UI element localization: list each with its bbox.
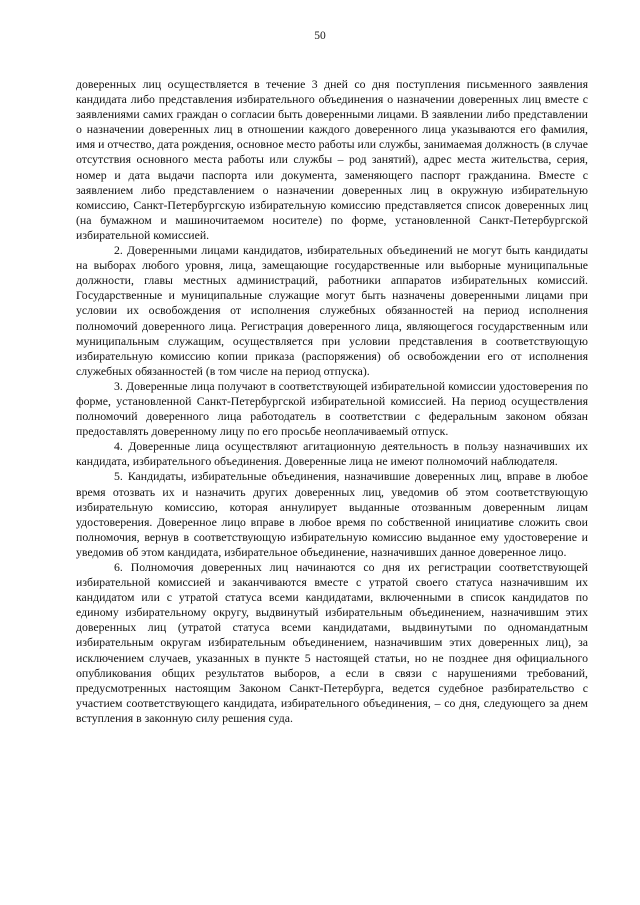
paragraph-item-2: 2. Доверенными лицами кандидатов, избирательных объединений не могут быть кандидаты на выборах любого уровня, лица, замещающие государственные или выборные муниципальные должности, главы местных администраций, работники аппаратов избирательных комиссий. Государственные и муниципальные служащие могут быть назначены доверенными лицами при условии их освобождения от исполнения служебных обязанностей на период исполнения полномочий доверенного лица. Регистрация доверенного лица, являющегося государственным или муниципальным служащим, осуществляется при условии представления в соответствующую избирательную комиссию копии приказа (распоряжения) об освобождении его от исполнения служебных обязанностей (в том числе на период отпуска). [76, 243, 588, 378]
paragraph-item-3: 3. Доверенные лица получают в соответствующей избирательной комиссии удостоверения по форме, установленной Санкт-Петербургской избирательной комиссией. На период осуществления полномочий доверенного лица работодатель в соответствии с федеральным законом обязан предоставлять доверенному лицу по его просьбе неоплачиваемый отпуск. [76, 378, 588, 439]
paragraph-item-4: 4. Доверенные лица осуществляют агитационную деятельность в пользу назначивших их кандидата, избирательного объединения. Доверенные лица не имеют полномочий наблюдателя. [76, 439, 588, 469]
paragraph-continuation: доверенных лиц осуществляется в течение 3 дней со дня поступления письменного заявления кандидата либо представления избирательного объединения о назначении доверенных лиц вместе с заявлениями самих граждан о согласии быть доверенными лицами. В заявлении либо представлении о назначении доверенных лиц в отношении каждого доверенного лица указываются его фамилия, имя и отчество, дата рождения, основное место работы или службы, занимаемая должность (в случае отсутствия основного места работы или службы – род занятий), адрес места жительства, серия, номер и дата выдачи паспорта или документа, заменяющего паспорт гражданина. Вместе с заявлением либо представлением о назначении доверенных лиц в окружную избирательную комиссию, Санкт-Петербургскую избирательную комиссию представляется список доверенных лиц (на бумажном и машиночитаемом носителе) по форме, установленной Санкт-Петербургской избирательной комиссией. [76, 77, 588, 242]
page-number: 50 [314, 30, 326, 42]
paragraph-item-5: 5. Кандидаты, избирательные объединения, назначившие доверенных лиц, вправе в любое время отозвать их и назначить других доверенных лиц, уведомив об этом соответствующую избирательную комиссию, которая аннулирует выданные отозванным доверенным лицам удостоверения. Доверенное лицо вправе в любое время по собственной инициативе сложить свои полномочия, вернув в соответствующую избирательную комиссию выданное ему удостоверение и уведомив об этом кандидата, избирательное объединение, назначивших данное доверенное лицо. [76, 469, 588, 559]
document-body [76, 77, 588, 726]
paragraph-item-6: 6. Полномочия доверенных лиц начинаются со дня их регистрации соответствующей избирательной комиссией и заканчиваются вместе с утратой своего статуса назначившим их кандидатом или с утратой статуса всеми кандидатами, включенными в список кандидатов по единому избирательному округу, выдвинутый избирательным объединением, назначившим этих доверенных лиц (утратой статуса всеми кандидатами, выдвинутыми по одномандатным избирательным округам избирательным объединением, назначившим этих доверенных лиц), за исключением случаев, указанных в пункте 5 настоящей статьи, но не позднее дня официального опубликования общих результатов выборов, а если в связи с нарушениями требований, предусмотренных настоящим Законом Санкт-Петербурга, ведется судебное разбирательство с участием соответствующего кандидата, избирательного объединения, – со дня, следующего за днем вступления в законную силу решения суда. [76, 560, 588, 725]
